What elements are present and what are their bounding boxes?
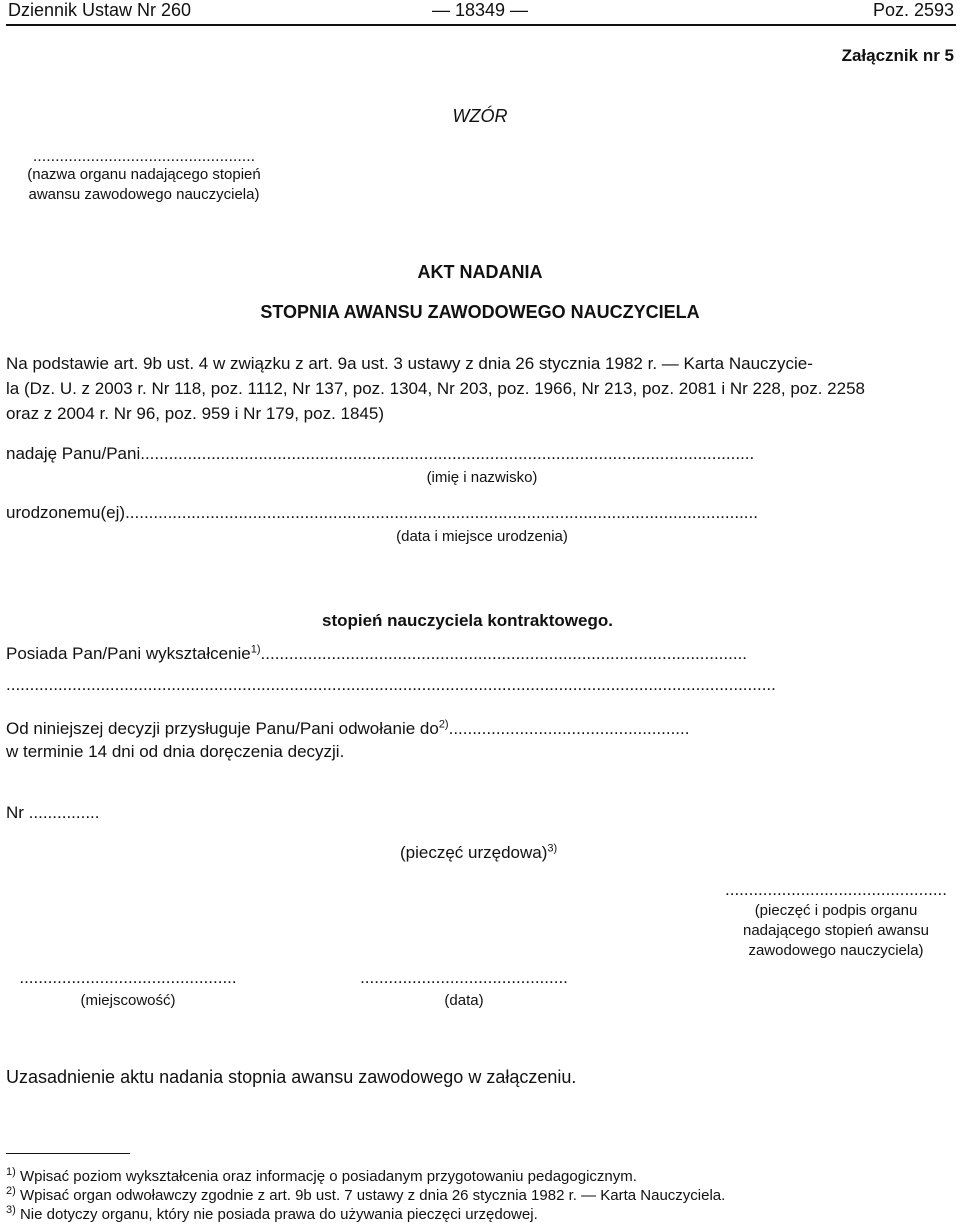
footnote-1 bbox=[6, 1168, 637, 1185]
header-page-number: — 18349 — bbox=[431, 0, 529, 20]
born-dots: ...................................................................................................................................... bbox=[125, 503, 758, 522]
born-caption: (data i miejsce urodzenia) bbox=[396, 528, 568, 545]
footnote-mark-1: 1) bbox=[6, 1166, 16, 1178]
issuer-block bbox=[6, 148, 282, 203]
signature-caption-line3: zawodowego nauczyciela) bbox=[748, 942, 924, 959]
issuer-caption-line2: awansu zawodowego nauczyciela) bbox=[28, 186, 260, 203]
education-dots: ....................................................................................................... bbox=[260, 644, 748, 663]
footnote-mark-3: 3) bbox=[6, 1204, 16, 1216]
decision-number: Nr ............... bbox=[6, 803, 100, 822]
grant-dots: .................................................................................................................................. bbox=[140, 444, 755, 463]
annex-label: Załącznik nr 5 bbox=[841, 46, 954, 65]
footnote-text-1: Wpisać poziom wykształcenia oraz informację o posiadanym przygotowaniu pedagogicznym. bbox=[19, 1168, 637, 1185]
grant-label: nadaję Panu/Pani bbox=[6, 444, 141, 463]
appeal-line2: w terminie 14 dni od dnia doręczenia decyzji. bbox=[6, 742, 345, 761]
appeal-dots: ................................................... bbox=[448, 719, 690, 738]
appeal-row bbox=[6, 719, 954, 739]
title-line2: STOPNIA AWANSU ZAWODOWEGO NAUCZYCIELA bbox=[260, 302, 700, 322]
appeal-label: Od niniejszej decyzji przysługuje Panu/Pani odwołanie do bbox=[6, 719, 439, 738]
place-caption: (miejscowość) bbox=[80, 992, 176, 1009]
header-journal: Dziennik Ustaw Nr 260 bbox=[8, 0, 192, 20]
footnote-text-3: Nie dotyczy organu, który nie posiada prawa do używania pieczęci urzędowej. bbox=[19, 1206, 538, 1223]
basis-line3: oraz z 2004 r. Nr 96, poz. 959 i Nr 179, poz. 1845) bbox=[6, 404, 384, 423]
title-line1: AKT NADANIA bbox=[417, 262, 543, 282]
degree-text: stopień nauczyciela kontraktowego. bbox=[322, 611, 613, 630]
footnote-3 bbox=[6, 1206, 538, 1223]
date-caption: (data) bbox=[444, 992, 484, 1009]
signature-dots: ............................................... bbox=[725, 880, 947, 899]
issuer-dots: .................................................. bbox=[32, 148, 256, 165]
footnote-rule bbox=[6, 1153, 130, 1154]
basis-line2: la (Dz. U. z 2003 r. Nr 118, poz. 1112, Nr 137, poz. 1304, Nr 203, poz. 1966, Nr 213, poz. 2081 i Nr 228, poz. 2258 bbox=[6, 379, 865, 398]
born-row bbox=[6, 503, 954, 523]
place-dots: .............................................. bbox=[19, 968, 237, 987]
footnote-mark-2: 2) bbox=[6, 1185, 16, 1197]
footnote-2 bbox=[6, 1187, 725, 1204]
header-rule bbox=[6, 24, 956, 26]
place-block bbox=[6, 968, 250, 1009]
footnote-ref-2: 2) bbox=[438, 719, 449, 731]
issuer-caption-line1: (nazwa organu nadającego stopień bbox=[27, 166, 261, 183]
footnote-text-2: Wpisać organ odwoławczy zgodnie z art. 9b ust. 7 ustawy z dnia 26 stycznia 1982 r. — Karta Nauczyciela. bbox=[19, 1187, 726, 1204]
official-seal-label bbox=[400, 843, 557, 863]
header-position: Poz. 2593 bbox=[872, 0, 954, 20]
grant-caption: (imię i nazwisko) bbox=[426, 469, 538, 486]
official-seal-text: (pieczęć urzędowa) bbox=[400, 843, 548, 862]
date-dots: ............................................ bbox=[360, 968, 568, 987]
signature-block bbox=[716, 880, 956, 959]
footnote-ref-1: 1) bbox=[250, 644, 261, 656]
justification-text: Uzasadnienie aktu nadania stopnia awansu zawodowego w załączeniu. bbox=[6, 1067, 577, 1087]
date-block bbox=[356, 968, 572, 1009]
footnote-ref-3: 3) bbox=[547, 842, 558, 855]
signature-caption-line1: (pieczęć i podpis organu bbox=[754, 902, 918, 919]
basis-line1: Na podstawie art. 9b ust. 4 w związku z art. 9a ust. 3 ustawy z dnia 26 stycznia 1982 r. — Karta Nauczycie- bbox=[6, 354, 813, 373]
grant-row bbox=[6, 444, 954, 464]
template-label: WZÓR bbox=[452, 106, 508, 126]
born-label: urodzonemu(ej) bbox=[6, 503, 126, 522]
education-row bbox=[6, 644, 954, 664]
signature-caption-line2: nadającego stopień awansu bbox=[743, 922, 929, 939]
education-label: Posiada Pan/Pani wykształcenie bbox=[6, 644, 251, 663]
education-line2: ................................................................................................................................................................... bbox=[6, 675, 776, 694]
